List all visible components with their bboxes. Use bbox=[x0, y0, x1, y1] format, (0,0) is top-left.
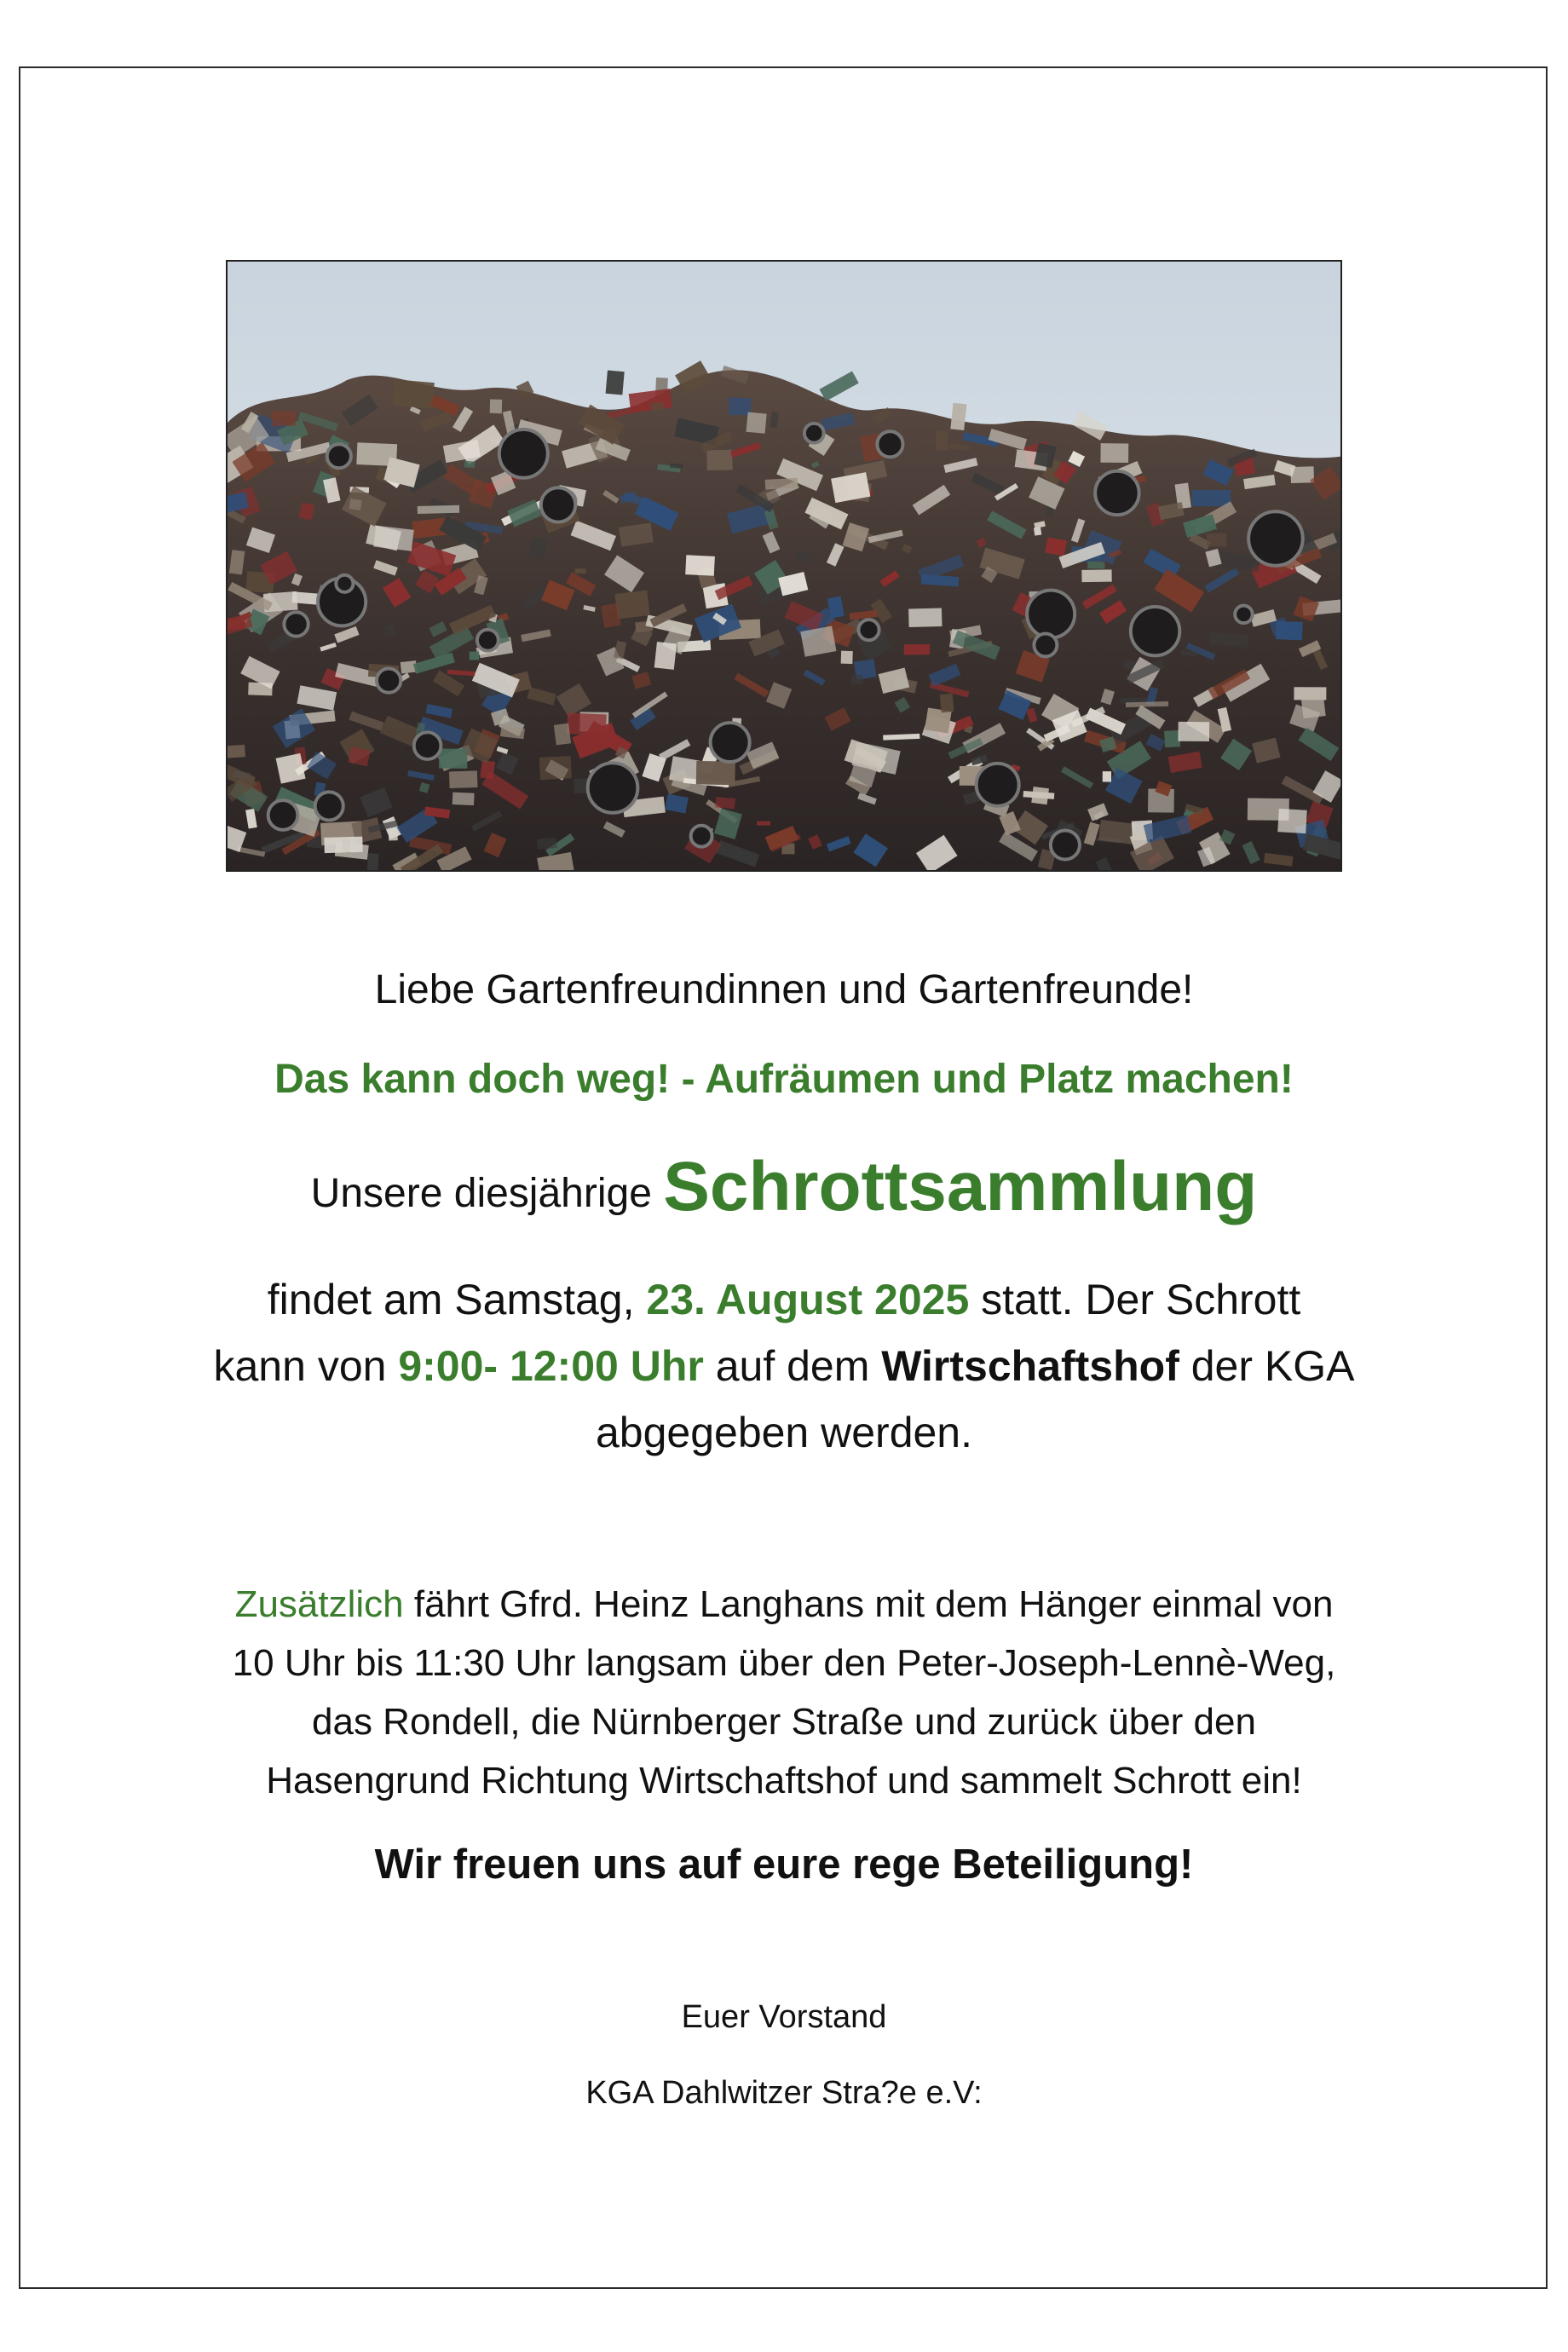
details-text: statt. Der Schrott bbox=[969, 1276, 1301, 1323]
extra-line-2: 10 Uhr bis 11:30 Uhr langsam über den Peter-Joseph-Lennè-Weg, bbox=[232, 1642, 1336, 1684]
extra-line-4: Hasengrund Richtung Wirtschaftshof und sammelt Schrott ein! bbox=[266, 1760, 1302, 1801]
details-line-2 bbox=[0, 1333, 1568, 1399]
event-details bbox=[0, 1266, 1568, 1466]
signature-board: Euer Vorstand bbox=[681, 1999, 887, 2035]
headline bbox=[0, 1140, 1568, 1234]
scrap-heap-photo bbox=[226, 260, 1342, 872]
headline-prefix: Unsere diesjährige bbox=[310, 1171, 664, 1216]
details-text: der KGA bbox=[1179, 1342, 1355, 1390]
subtitle: Das kann doch weg! - Aufräumen und Platz machen! bbox=[274, 1057, 1294, 1102]
details-text: auf dem bbox=[703, 1342, 882, 1390]
signature-association: KGA Dahlwitzer Stra?e e.V: bbox=[585, 2075, 983, 2111]
event-place: Wirtschaftshof bbox=[881, 1342, 1179, 1390]
greeting: Liebe Gartenfreundinnen und Gartenfreunde! bbox=[374, 967, 1194, 1012]
extra-line-3: das Rondell, die Nürnberger Straße und zurück über den bbox=[312, 1701, 1256, 1743]
extra-text: fährt Gfrd. Heinz Langhans mit dem Hänger einmal von bbox=[403, 1583, 1334, 1625]
details-line-3: abgegeben werden. bbox=[595, 1409, 973, 1456]
extra-info bbox=[0, 1575, 1568, 1810]
details-text: kann von bbox=[213, 1342, 399, 1390]
closing-line: Wir freuen uns auf eure rege Beteiligung! bbox=[374, 1842, 1194, 1888]
details-line-1 bbox=[0, 1266, 1568, 1333]
event-date: 23. August 2025 bbox=[646, 1276, 970, 1323]
extra-line-1 bbox=[0, 1575, 1568, 1634]
extra-highlight: Zusätzlich bbox=[234, 1583, 404, 1625]
details-text: findet am Samstag, bbox=[267, 1276, 647, 1323]
headline-main: Schrottsammlung bbox=[663, 1148, 1258, 1225]
event-time: 9:00- 12:00 Uhr bbox=[398, 1342, 704, 1390]
